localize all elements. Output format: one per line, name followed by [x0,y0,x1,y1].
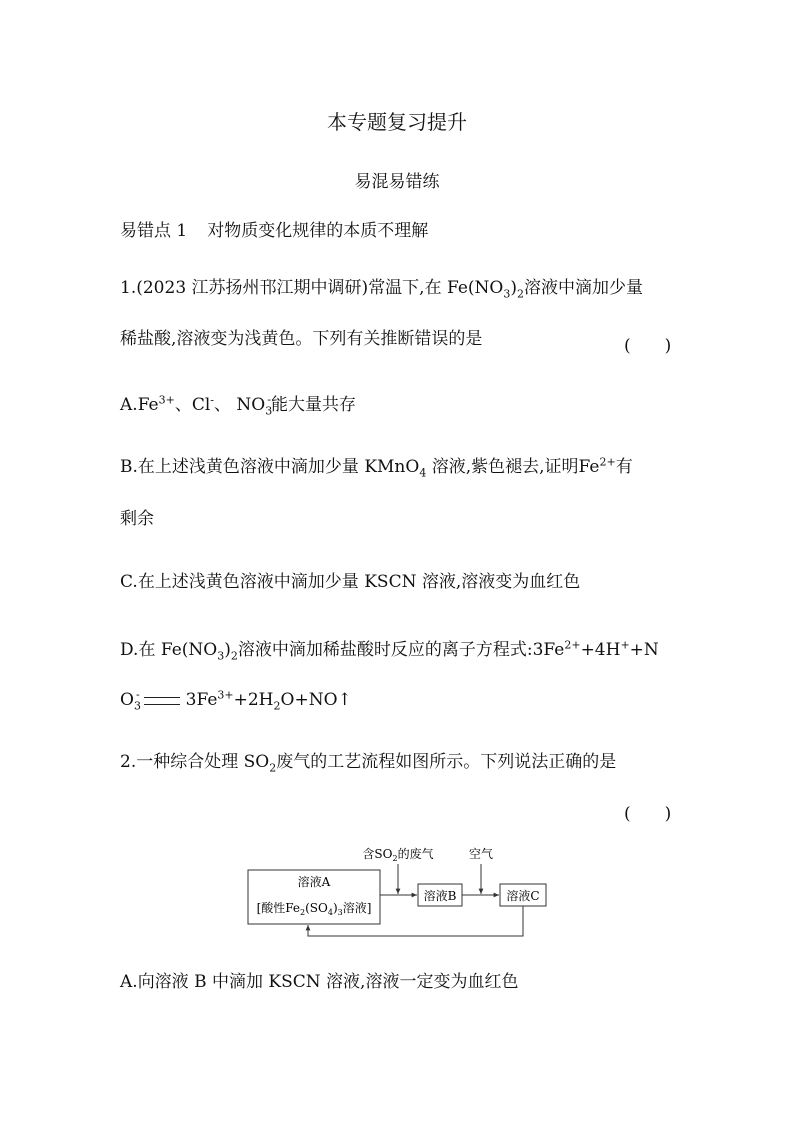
error-point-heading [120,219,428,243]
q1-option-a: $A.Fe^{3+}$、Cl-、 $NO_3^-$能大量共存 [120,393,356,418]
q1-option-d: D.在 $Fe(NO_3)_2$溶液中滴加稀盐酸时反应的离子方程式$:3Fe^{2+}+4H^++N$ [120,638,659,663]
q1-option-c: C.在上述浅黄色溶液中滴加少量 KSCN 溶液,溶液变为血红色 [120,572,581,592]
q1-source-text: 江苏扬州邗江期中调研 [191,278,362,298]
q1-stem-a: 常温下,在 [368,278,442,298]
input-waste-gas-label: 含$SO_2$的废气 [362,847,434,863]
error-point-text: 对物质变化规律的本质不理解 [207,221,429,241]
page-title: 本专题复习提升 [327,110,467,134]
section-subtitle: 易混易错练 [354,172,440,192]
q1-formula: $Fe(NO_3)_2$ [447,278,525,301]
q1-number: 1. [120,278,137,298]
q1-option-d-line2: $O_3^-$ $3Fe^{3+}+2H_2O+NO↑$ [120,688,352,713]
error-point-label: 易错点 1 [120,221,188,241]
input-air-label: 空气 [468,847,494,861]
q1-line1 [120,276,643,300]
box-a-label: 溶液A [297,875,331,889]
q1-answer-paren: ( ) [624,336,672,356]
q1-line2: 稀盐酸,溶液变为浅黄色。下列有关推断错误的是 [120,329,483,349]
q2-option-a: A.向溶液 B 中滴加 KSCN 溶液,溶液一定变为血红色 [120,972,519,992]
q1-option-b-line2: 剩余 [120,509,154,529]
process-flow-diagram [0,838,794,948]
q1-stem-b: 溶液中滴加少量 [524,278,644,298]
box-b-label: 溶液B [423,889,457,903]
q1-option-b: B.在上述浅黄色溶液中滴加少量 KMnO$_4$ 溶液,紫色褪去,证明$Fe^{2+}$有 [120,455,633,480]
q1-source-open: (2023 [136,278,187,298]
q1-source-close: ) [361,278,369,298]
q2-answer-paren: ( ) [624,804,672,824]
box-a-content: [酸性$Fe_2(SO_4)_3$溶液] [256,901,372,917]
box-c-label: 溶液C [506,889,540,903]
q2-line1: 2.一种综合处理 $SO_2$废气的工艺流程如图所示。下列说法正确的是 [120,752,617,775]
equilibrium-equals-sign [144,697,180,705]
